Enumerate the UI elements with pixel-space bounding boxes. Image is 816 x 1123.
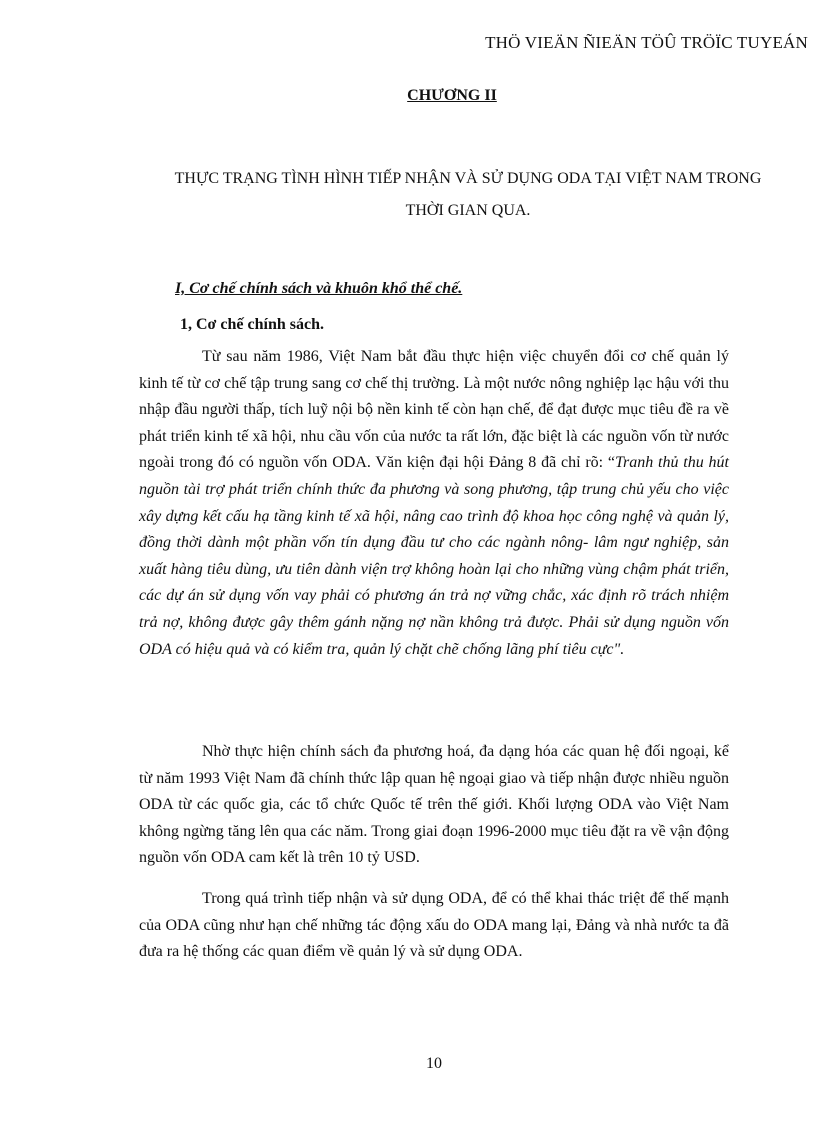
chapter-title: THỰC TRẠNG TÌNH HÌNH TIẾP NHẬN VÀ SỬ DỤNG ODA TẠI VIỆT NAM TRONG THỜI GIAN QUA. xyxy=(174,170,762,219)
chapter-label: CHƯƠNG II xyxy=(407,87,497,104)
paragraph-3-text: Trong quá trình tiếp nhận và sử dụng ODA, để có thể khai thác triệt để thế mạnh của ODA cũng như hạn chế những tác động xấu do ODA mang lại, Đảng và nhà nước ta đã đưa ra hệ thống các quan điểm về quản lý và sử dụng ODA. xyxy=(139,890,729,961)
paragraph-1 xyxy=(139,344,729,663)
section-heading: I, Cơ chế chính sách và khuôn khổ thể chế. xyxy=(175,280,463,297)
paragraph-1-text: Từ sau năm 1986, Việt Nam bắt đầu thực hiện việc chuyển đổi cơ chế quản lý kinh tế từ cơ chế tập trung sang cơ chế thị trường. Là một nước nông nghiệp lạc hậu với thu nhập đầu người thấp, tích luỹ nội bộ nền kinh tế còn hạn chế, để đạt được mục tiêu đề ra về phát triển kinh tế xã hội, nhu cầu vốn của nước ta rất lớn, đặc biệt là các nguồn vốn từ nước ngoài trong đó có nguồn vốn ODA. Văn kiện đại hội Đảng 8 đã chỉ rõ: “ xyxy=(139,348,729,472)
paragraph-2-text: Nhờ thực hiện chính sách đa phương hoá, đa dạng hóa các quan hệ đối ngoại, kể từ năm 1993 Việt Nam đã chính thức lập quan hệ ngoại giao và tiếp nhận được nhiều nguồn ODA từ các quốc gia, các tổ chức Quốc tế trên thế giới. Khối lượng ODA vào Việt Nam không ngừng tăng lên qua các năm. Trong giai đoạn 1996-2000 mục tiêu đặt ra về vận động nguồn vốn ODA cam kết là trên 10 tỷ USD. xyxy=(139,743,729,867)
party-congress-quote: Tranh thủ thu hút nguồn tài trợ phát triển chính thức đa phương và song phương, tập trung chủ yếu cho việc xây dựng kết cấu hạ tầng kinh tế xã hội, nâng cao trình độ khoa học công nghệ và quản lý, đồng thời dành một phần vốn tín dụng đầu tư cho các ngành nông- lâm ngư nghiệp, sản xuất hàng tiêu dùng, ưu tiên dành viện trợ không hoàn lại cho những vùng chậm phát triển, các dự án sử dụng vốn vay phải có phương án trả nợ vững chắc, xác định rõ trách nhiệm trả nợ, không được gây thêm gánh nặng nợ nần không trả được. Phải sử dụng nguồn vốn ODA có hiệu quả và có kiểm tra, quản lý chặt chẽ chống lãng phí tiêu cực". xyxy=(139,454,730,658)
library-header-banner: THÖ VIEÄN ÑIEÄN TÖÛ TRÖÏC TUYEÁN xyxy=(485,33,808,52)
paragraph-2 xyxy=(139,739,729,872)
subsection-heading: 1, Cơ chế chính sách. xyxy=(180,316,324,333)
page-number: 10 xyxy=(426,1055,442,1072)
paragraph-3 xyxy=(139,886,729,966)
